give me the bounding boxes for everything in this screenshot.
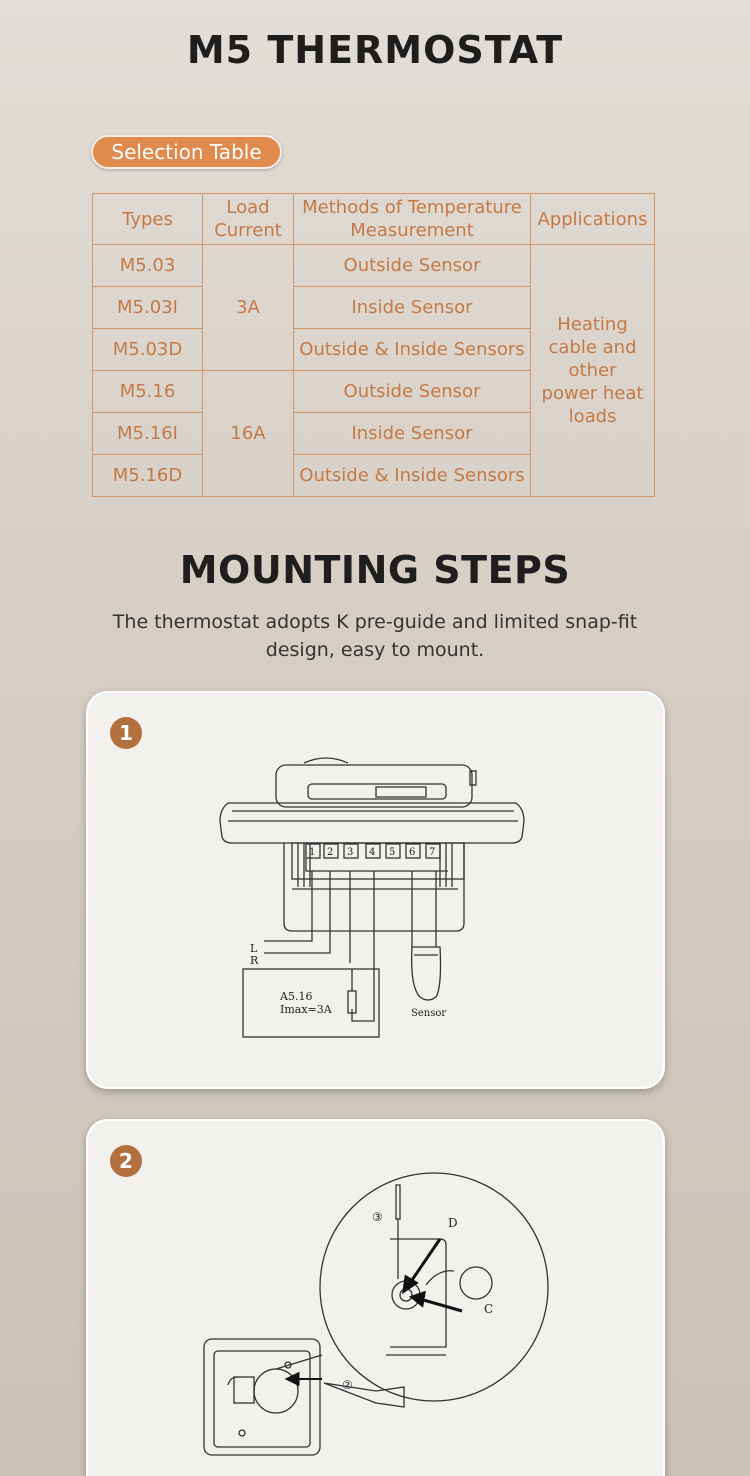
method-cell: Inside Sensor — [294, 413, 531, 455]
header-applications: Applications — [531, 194, 655, 245]
wiring-diagram — [86, 691, 665, 1089]
application-cell: Heating cable and other power heat loads — [531, 245, 655, 497]
terminal-label: 7 — [429, 847, 436, 858]
terminal-label: 5 — [389, 847, 396, 858]
type-cell: M5.03I — [93, 287, 203, 329]
type-cell: M5.16 — [93, 371, 203, 413]
method-cell: Outside & Inside Sensors — [294, 329, 531, 371]
header-methods: Methods of Temperature Measurement — [294, 194, 531, 245]
table-row — [93, 245, 655, 287]
mounting-diagram — [86, 1119, 665, 1476]
step-1-badge: 1 — [110, 717, 142, 749]
terminal-label: 3 — [347, 847, 354, 858]
sensor-label: Sensor — [411, 1008, 447, 1019]
header-types: Types — [93, 194, 203, 245]
page-title: M5 THERMOSTAT — [186, 28, 564, 72]
wire-l-label: L — [250, 942, 258, 955]
load-cell: 16A — [203, 371, 294, 497]
label-c: C — [484, 1302, 494, 1316]
mounting-steps-description: The thermostat adopts K pre-guide and limited snap-fit design, easy to mount. — [112, 611, 638, 661]
type-cell: M5.03D — [93, 329, 203, 371]
terminal-label: 1 — [309, 847, 316, 858]
callout-2-label: ② — [342, 1378, 353, 1392]
terminal-label: 2 — [327, 847, 334, 858]
method-cell: Outside Sensor — [294, 371, 531, 413]
step-2-badge: 2 — [110, 1145, 142, 1177]
selection-table — [92, 193, 655, 497]
step-2-card — [86, 1119, 665, 1476]
method-cell: Outside & Inside Sensors — [294, 455, 531, 497]
type-cell: M5.16I — [93, 413, 203, 455]
label-d: D — [448, 1216, 458, 1230]
type-cell: M5.03 — [93, 245, 203, 287]
terminal-label: 6 — [409, 847, 416, 858]
callout-3-label: ③ — [372, 1210, 383, 1224]
load-model-label: A5.16 — [280, 990, 313, 1003]
mounting-steps-title: MOUNTING STEPS — [179, 548, 571, 592]
method-cell: Inside Sensor — [294, 287, 531, 329]
load-imax-label: Imax=3A — [280, 1003, 332, 1016]
step-1-card — [86, 691, 665, 1089]
wire-r-label: R — [250, 954, 259, 967]
header-load-current: Load Current — [203, 194, 294, 245]
type-cell: M5.16D — [93, 455, 203, 497]
terminal-label: 4 — [369, 847, 376, 858]
selection-table-pill: Selection Table — [91, 135, 282, 169]
method-cell: Outside Sensor — [294, 245, 531, 287]
load-cell: 3A — [203, 245, 294, 371]
table-header-row — [93, 194, 655, 245]
